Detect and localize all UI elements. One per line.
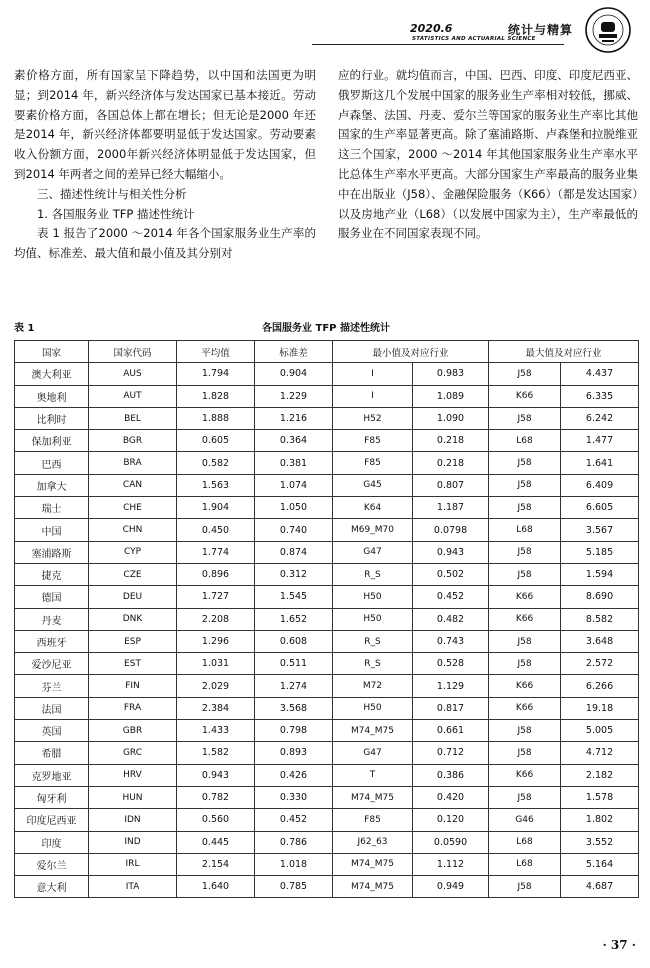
cell-country: 克罗地亚 bbox=[15, 764, 89, 786]
table-row bbox=[15, 697, 639, 719]
cell-max-industry: J58 bbox=[489, 474, 561, 496]
cell-max-value: 1.594 bbox=[561, 563, 639, 585]
cell-max-value: 6.242 bbox=[561, 407, 639, 429]
cell-min-industry: F85 bbox=[333, 430, 413, 452]
header-mean: 平均值 bbox=[177, 341, 255, 363]
table-row bbox=[15, 630, 639, 652]
cell-country-code: IDN bbox=[89, 809, 177, 831]
cell-mean: 2.384 bbox=[177, 697, 255, 719]
table-row bbox=[15, 786, 639, 808]
cell-country: 匈牙利 bbox=[15, 786, 89, 808]
cell-country-code: BEL bbox=[89, 407, 177, 429]
header-rule bbox=[312, 44, 564, 45]
cell-mean: 2.208 bbox=[177, 608, 255, 630]
cell-country-code: FIN bbox=[89, 675, 177, 697]
cell-mean: 0.450 bbox=[177, 519, 255, 541]
table-row bbox=[15, 876, 639, 898]
cell-country: 西班牙 bbox=[15, 630, 89, 652]
cell-country-code: GRC bbox=[89, 742, 177, 764]
cell-max-value: 3.648 bbox=[561, 630, 639, 652]
cell-mean: 1.904 bbox=[177, 497, 255, 519]
cell-std: 0.426 bbox=[255, 764, 333, 786]
cell-min-industry: R_S bbox=[333, 563, 413, 585]
cell-country-code: GBR bbox=[89, 720, 177, 742]
table-row bbox=[15, 452, 639, 474]
cell-mean: 1.563 bbox=[177, 474, 255, 496]
cell-max-industry: J58 bbox=[489, 407, 561, 429]
cell-max-value: 2.182 bbox=[561, 764, 639, 786]
cell-country: 保加利亚 bbox=[15, 430, 89, 452]
cell-min-industry: F85 bbox=[333, 452, 413, 474]
cell-max-value: 6.605 bbox=[561, 497, 639, 519]
cell-max-industry: J58 bbox=[489, 786, 561, 808]
cell-min-value: 0.218 bbox=[413, 430, 489, 452]
table-row bbox=[15, 853, 639, 875]
cell-std: 0.798 bbox=[255, 720, 333, 742]
cell-min-value: 0.983 bbox=[413, 363, 489, 385]
cell-max-value: 5.164 bbox=[561, 853, 639, 875]
cell-max-industry: J58 bbox=[489, 742, 561, 764]
cell-min-industry: J62_63 bbox=[333, 831, 413, 853]
cell-min-value: 0.120 bbox=[413, 809, 489, 831]
cell-country: 比利时 bbox=[15, 407, 89, 429]
cell-max-industry: J58 bbox=[489, 452, 561, 474]
cell-max-industry: J58 bbox=[489, 541, 561, 563]
cell-std: 0.608 bbox=[255, 630, 333, 652]
cell-mean: 0.943 bbox=[177, 764, 255, 786]
cell-min-industry: T bbox=[333, 764, 413, 786]
cell-max-industry: J58 bbox=[489, 720, 561, 742]
cell-max-industry: K66 bbox=[489, 675, 561, 697]
cell-min-industry: H50 bbox=[333, 697, 413, 719]
cell-max-industry: J58 bbox=[489, 497, 561, 519]
cell-country-code: IND bbox=[89, 831, 177, 853]
cell-country: 芬兰 bbox=[15, 675, 89, 697]
cell-max-industry: L68 bbox=[489, 519, 561, 541]
cell-country-code: CAN bbox=[89, 474, 177, 496]
section-heading: 三、描述性统计与相关性分析 bbox=[37, 186, 187, 201]
page-header bbox=[0, 0, 650, 52]
cell-std: 0.740 bbox=[255, 519, 333, 541]
cell-min-value: 0.817 bbox=[413, 697, 489, 719]
cell-country: 意大利 bbox=[15, 876, 89, 898]
cell-country-code: CYP bbox=[89, 541, 177, 563]
cell-max-value: 5.005 bbox=[561, 720, 639, 742]
cell-min-industry: M69_M70 bbox=[333, 519, 413, 541]
journal-seal-logo bbox=[584, 6, 632, 54]
cell-max-industry: J58 bbox=[489, 653, 561, 675]
cell-min-industry: H52 bbox=[333, 407, 413, 429]
header-country: 国家 bbox=[15, 341, 89, 363]
table-number: 表 1 bbox=[14, 323, 35, 334]
table-row bbox=[15, 474, 639, 496]
cell-mean: 0.445 bbox=[177, 831, 255, 853]
table-row bbox=[15, 809, 639, 831]
cell-country-code: HRV bbox=[89, 764, 177, 786]
cell-country-code: AUT bbox=[89, 385, 177, 407]
cell-std: 1.652 bbox=[255, 608, 333, 630]
cell-std: 0.452 bbox=[255, 809, 333, 831]
cell-max-value: 19.18 bbox=[561, 697, 639, 719]
left-column bbox=[14, 66, 316, 264]
cell-max-value: 6.335 bbox=[561, 385, 639, 407]
cell-country-code: FRA bbox=[89, 697, 177, 719]
cell-min-value: 1.090 bbox=[413, 407, 489, 429]
table-row bbox=[15, 430, 639, 452]
cell-std: 0.893 bbox=[255, 742, 333, 764]
cell-max-industry: J58 bbox=[489, 363, 561, 385]
cell-std: 1.216 bbox=[255, 407, 333, 429]
cell-min-industry: G47 bbox=[333, 742, 413, 764]
cell-mean: 1.774 bbox=[177, 541, 255, 563]
cell-mean: 2.029 bbox=[177, 675, 255, 697]
table-row bbox=[15, 541, 639, 563]
left-paragraph-1: 素价格方面，所有国家呈下降趋势，以中国和法国更为明显；到2014 年，新兴经济体与发达国家已基本接近。劳动要素价格方面，各国总体上都在增长；但无论是2000 年还是2014 年，新兴经济体都要明显低于发达国家。劳动要素收入份额方面，2000年新兴经济体明显低于发达国家，但到2014 年两者之间的差异已经大幅缩小。 bbox=[14, 68, 316, 181]
table-row bbox=[15, 720, 639, 742]
cell-max-industry: J58 bbox=[489, 876, 561, 898]
cell-country: 丹麦 bbox=[15, 608, 89, 630]
cell-min-value: 0.943 bbox=[413, 541, 489, 563]
cell-country: 中国 bbox=[15, 519, 89, 541]
cell-min-value: 0.0590 bbox=[413, 831, 489, 853]
cell-max-industry: K66 bbox=[489, 608, 561, 630]
cell-mean: 1.433 bbox=[177, 720, 255, 742]
cell-country: 英国 bbox=[15, 720, 89, 742]
cell-min-industry: R_S bbox=[333, 653, 413, 675]
cell-min-value: 0.502 bbox=[413, 563, 489, 585]
cell-max-industry: K66 bbox=[489, 586, 561, 608]
cell-min-value: 0.218 bbox=[413, 452, 489, 474]
cell-min-industry: M74_M75 bbox=[333, 720, 413, 742]
cell-country: 法国 bbox=[15, 697, 89, 719]
cell-min-industry: H50 bbox=[333, 586, 413, 608]
cell-min-value: 0.0798 bbox=[413, 519, 489, 541]
cell-min-value: 0.712 bbox=[413, 742, 489, 764]
cell-country-code: AUS bbox=[89, 363, 177, 385]
table-row bbox=[15, 764, 639, 786]
cell-mean: 1.888 bbox=[177, 407, 255, 429]
cell-max-value: 4.712 bbox=[561, 742, 639, 764]
cell-max-industry: L68 bbox=[489, 853, 561, 875]
cell-max-value: 1.578 bbox=[561, 786, 639, 808]
cell-min-value: 0.807 bbox=[413, 474, 489, 496]
cell-min-value: 0.482 bbox=[413, 608, 489, 630]
cell-mean: 0.560 bbox=[177, 809, 255, 831]
header-max: 最大值及对应行业 bbox=[489, 341, 639, 363]
table-row bbox=[15, 653, 639, 675]
table-row bbox=[15, 742, 639, 764]
cell-country-code: ITA bbox=[89, 876, 177, 898]
header-min: 最小值及对应行业 bbox=[333, 341, 489, 363]
table-row bbox=[15, 407, 639, 429]
cell-min-industry: M74_M75 bbox=[333, 876, 413, 898]
cell-std: 0.330 bbox=[255, 786, 333, 808]
cell-min-industry: M74_M75 bbox=[333, 786, 413, 808]
cell-country-code: BGR bbox=[89, 430, 177, 452]
cell-std: 1.274 bbox=[255, 675, 333, 697]
right-column bbox=[338, 66, 638, 244]
cell-country: 德国 bbox=[15, 586, 89, 608]
journal-name: 统计与精算 bbox=[508, 23, 574, 37]
table-body bbox=[15, 363, 639, 898]
cell-min-industry: I bbox=[333, 363, 413, 385]
cell-min-value: 0.949 bbox=[413, 876, 489, 898]
cell-std: 0.874 bbox=[255, 541, 333, 563]
cell-country: 加拿大 bbox=[15, 474, 89, 496]
cell-min-value: 0.743 bbox=[413, 630, 489, 652]
cell-mean: 0.782 bbox=[177, 786, 255, 808]
cell-max-industry: J58 bbox=[489, 630, 561, 652]
cell-max-value: 5.185 bbox=[561, 541, 639, 563]
table-row bbox=[15, 519, 639, 541]
cell-max-industry: L68 bbox=[489, 831, 561, 853]
cell-min-industry: I bbox=[333, 385, 413, 407]
cell-max-industry: K66 bbox=[489, 697, 561, 719]
cell-min-industry: M72 bbox=[333, 675, 413, 697]
cell-country: 爱沙尼亚 bbox=[15, 653, 89, 675]
cell-std: 0.786 bbox=[255, 831, 333, 853]
cell-max-value: 6.266 bbox=[561, 675, 639, 697]
cell-mean: 2.154 bbox=[177, 853, 255, 875]
cell-min-industry: F85 bbox=[333, 809, 413, 831]
cell-mean: 0.896 bbox=[177, 563, 255, 585]
left-paragraph-2: 表 1 报告了2000 ～2014 年各个国家服务业生产率的均值、标准差、最大值和最小值及其分别对 bbox=[14, 226, 316, 261]
table-row bbox=[15, 675, 639, 697]
table-row bbox=[15, 497, 639, 519]
table-row bbox=[15, 385, 639, 407]
journal-name-en: STATISTICS AND ACTUARIAL SCIENCE bbox=[412, 36, 536, 42]
cell-max-value: 4.437 bbox=[561, 363, 639, 385]
cell-mean: 0.605 bbox=[177, 430, 255, 452]
cell-country: 塞浦路斯 bbox=[15, 541, 89, 563]
cell-max-industry: L68 bbox=[489, 430, 561, 452]
cell-min-industry: G45 bbox=[333, 474, 413, 496]
cell-max-value: 1.641 bbox=[561, 452, 639, 474]
cell-min-industry: R_S bbox=[333, 630, 413, 652]
cell-min-value: 0.661 bbox=[413, 720, 489, 742]
cell-country-code: HUN bbox=[89, 786, 177, 808]
cell-country-code: IRL bbox=[89, 853, 177, 875]
cell-max-value: 2.572 bbox=[561, 653, 639, 675]
cell-min-value: 0.420 bbox=[413, 786, 489, 808]
issue-number: 2020.6 bbox=[410, 22, 453, 35]
cell-std: 0.785 bbox=[255, 876, 333, 898]
header-country-code: 国家代码 bbox=[89, 341, 177, 363]
cell-country-code: DEU bbox=[89, 586, 177, 608]
cell-country-code: CHE bbox=[89, 497, 177, 519]
cell-min-value: 1.112 bbox=[413, 853, 489, 875]
cell-std: 0.381 bbox=[255, 452, 333, 474]
table-row bbox=[15, 363, 639, 385]
cell-mean: 1.582 bbox=[177, 742, 255, 764]
cell-min-value: 0.528 bbox=[413, 653, 489, 675]
cell-country: 希腊 bbox=[15, 742, 89, 764]
cell-max-industry: J58 bbox=[489, 563, 561, 585]
cell-country: 巴西 bbox=[15, 452, 89, 474]
cell-min-industry: H50 bbox=[333, 608, 413, 630]
cell-std: 1.074 bbox=[255, 474, 333, 496]
cell-country: 澳大利亚 bbox=[15, 363, 89, 385]
table-row bbox=[15, 586, 639, 608]
cell-country: 奥地利 bbox=[15, 385, 89, 407]
cell-country-code: CHN bbox=[89, 519, 177, 541]
cell-std: 1.545 bbox=[255, 586, 333, 608]
sub-heading: 1. 各国服务业 TFP 描述性统计 bbox=[37, 206, 195, 221]
cell-min-value: 0.386 bbox=[413, 764, 489, 786]
cell-country: 瑞士 bbox=[15, 497, 89, 519]
cell-max-value: 4.687 bbox=[561, 876, 639, 898]
cell-country: 印度 bbox=[15, 831, 89, 853]
header-std: 标准差 bbox=[255, 341, 333, 363]
cell-min-industry: G47 bbox=[333, 541, 413, 563]
cell-std: 0.511 bbox=[255, 653, 333, 675]
cell-max-value: 3.567 bbox=[561, 519, 639, 541]
cell-country: 爱尔兰 bbox=[15, 853, 89, 875]
cell-mean: 0.582 bbox=[177, 452, 255, 474]
cell-max-value: 3.552 bbox=[561, 831, 639, 853]
cell-min-value: 0.452 bbox=[413, 586, 489, 608]
cell-min-industry: K64 bbox=[333, 497, 413, 519]
cell-max-value: 1.802 bbox=[561, 809, 639, 831]
cell-mean: 1.031 bbox=[177, 653, 255, 675]
cell-country: 捷克 bbox=[15, 563, 89, 585]
cell-std: 1.018 bbox=[255, 853, 333, 875]
cell-max-industry: K66 bbox=[489, 385, 561, 407]
cell-min-industry: M74_M75 bbox=[333, 853, 413, 875]
cell-min-value: 1.089 bbox=[413, 385, 489, 407]
cell-std: 0.904 bbox=[255, 363, 333, 385]
cell-country-code: CZE bbox=[89, 563, 177, 585]
cell-mean: 1.727 bbox=[177, 586, 255, 608]
cell-country-code: BRA bbox=[89, 452, 177, 474]
right-paragraph-1: 应的行业。就均值而言，中国、巴西、印度、印度尼西亚、俄罗斯这几个发展中国家的服务业生产率相对较低，挪威、卢森堡、法国、丹麦、爱尔兰等国家的服务业生产率比其他国家的生产率显著更高。除了塞浦路斯、卢森堡和拉脱维亚这三个国家，2000 ～2014 年其他国家服务业生产率水平比总体生产率水平更高。大部分国家生产率最高的服务业集中在出版业（J58）、金融保险服务（K66）（都是发达国家）以及房地产业（L68）（以发展中国家为主），生产率最低的服务业在不同国家表现不同。 bbox=[338, 68, 638, 241]
table-row bbox=[15, 831, 639, 853]
cell-std: 1.050 bbox=[255, 497, 333, 519]
table-title: 各国服务业 TFP 描述性统计 bbox=[262, 323, 390, 334]
cell-mean: 1.640 bbox=[177, 876, 255, 898]
cell-max-value: 6.409 bbox=[561, 474, 639, 496]
cell-std: 0.312 bbox=[255, 563, 333, 585]
cell-max-industry: G46 bbox=[489, 809, 561, 831]
cell-mean: 1.828 bbox=[177, 385, 255, 407]
cell-country-code: EST bbox=[89, 653, 177, 675]
cell-country-code: ESP bbox=[89, 630, 177, 652]
cell-max-value: 8.690 bbox=[561, 586, 639, 608]
cell-std: 1.229 bbox=[255, 385, 333, 407]
cell-mean: 1.296 bbox=[177, 630, 255, 652]
cell-std: 0.364 bbox=[255, 430, 333, 452]
cell-std: 3.568 bbox=[255, 697, 333, 719]
table-row bbox=[15, 563, 639, 585]
cell-max-value: 8.582 bbox=[561, 608, 639, 630]
page-number: · 37 · bbox=[602, 938, 636, 952]
cell-country: 印度尼西亚 bbox=[15, 809, 89, 831]
cell-max-industry: K66 bbox=[489, 764, 561, 786]
cell-country-code: DNK bbox=[89, 608, 177, 630]
table-header-row bbox=[15, 341, 639, 363]
table-caption bbox=[14, 319, 638, 335]
cell-max-value: 1.477 bbox=[561, 430, 639, 452]
tfp-statistics-table bbox=[14, 340, 639, 898]
cell-mean: 1.794 bbox=[177, 363, 255, 385]
cell-min-value: 1.187 bbox=[413, 497, 489, 519]
table-row bbox=[15, 608, 639, 630]
cell-min-value: 1.129 bbox=[413, 675, 489, 697]
